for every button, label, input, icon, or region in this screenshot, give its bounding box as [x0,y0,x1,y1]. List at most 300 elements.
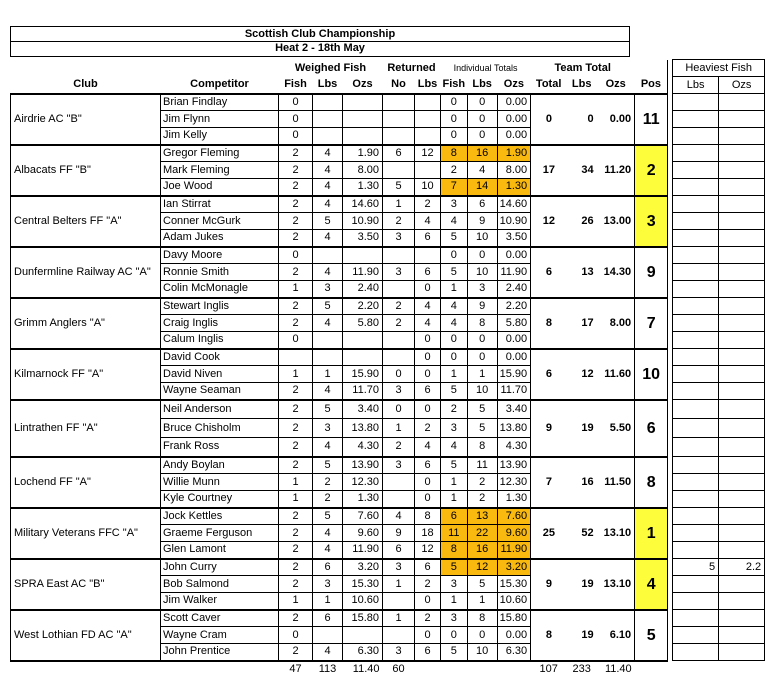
cell-fish: 2 [279,315,313,332]
cell-lbs [313,94,343,111]
cell-rlbs: 2 [415,610,441,627]
col-ind-fish: Fish [442,78,466,90]
heaviest-ozs [719,400,765,419]
competitor-name: Mark Fleming [161,162,279,179]
heaviest-lbs [673,419,719,438]
cell-rlbs: 6 [415,230,441,247]
cell-ozs [343,111,383,128]
col-team-ozs: Ozs [605,78,626,90]
cell-iozs: 1.90 [497,145,531,162]
heaviest-lbs [673,400,719,419]
competitor-name: Graeme Ferguson [161,525,279,542]
col-ind-ozs: Ozs [503,78,524,90]
cell-fish: 2 [279,179,313,196]
heaviest-ozs [719,298,765,315]
cell-ifish: 1 [441,474,468,491]
heaviest-fish-header: Heaviest Fish [673,60,765,77]
cell-no [383,247,415,264]
cell-no: 2 [383,315,415,332]
cell-iozs: 13.90 [497,457,531,474]
col-lbs: Lbs [317,78,338,90]
cell-no: 3 [383,264,415,281]
cell-ilbs: 2 [467,491,497,508]
team-lbs: 12 [567,349,597,400]
cell-ifish: 5 [441,383,468,400]
col-fish: Fish [284,78,307,90]
col-team-lbs: Lbs [571,78,592,90]
cell-ifish: 3 [441,196,468,213]
team-ozs: 6.10 [597,610,635,661]
cell-ozs: 11.90 [343,264,383,281]
table-row [11,349,765,366]
heaviest-lbs [673,438,719,457]
cell-no: 3 [383,230,415,247]
col-heaviest-ozs: Ozs [719,77,765,94]
team-lbs: 19 [567,400,597,457]
team-total: 8 [531,298,567,349]
team-lbs: 26 [567,196,597,247]
team-total: 6 [531,247,567,298]
cell-iozs: 2.40 [497,281,531,298]
team-ozs: 13.10 [597,559,635,610]
competitor-name: Frank Ross [161,438,279,457]
cell-ozs: 4.30 [343,438,383,457]
competitor-name: Davy Moore [161,247,279,264]
heaviest-ozs [719,247,765,264]
heaviest-lbs [673,111,719,128]
heaviest-lbs [673,610,719,627]
cell-rlbs: 0 [415,593,441,610]
cell-iozs: 0.00 [497,247,531,264]
cell-ifish: 3 [441,610,468,627]
competitor-name: Colin McMonagle [161,281,279,298]
cell-ozs: 1.30 [343,179,383,196]
table-row [11,610,765,627]
heaviest-ozs [719,491,765,508]
cell-ifish: 4 [441,315,468,332]
heaviest-ozs [719,610,765,627]
cell-ilbs: 2 [467,474,497,491]
cell-ifish: 4 [441,213,468,230]
cell-no: 3 [383,383,415,400]
cell-ilbs: 0 [467,128,497,145]
heaviest-lbs [673,264,719,281]
cell-ilbs: 22 [467,525,497,542]
cell-iozs: 14.60 [497,196,531,213]
heaviest-ozs [719,508,765,525]
cell-no [383,162,415,179]
cell-ifish: 8 [441,145,468,162]
header-row-groups [11,60,765,77]
club-name: Airdrie AC "B" [11,94,161,145]
cell-no [383,281,415,298]
cell-ifish: 1 [441,281,468,298]
cell-ozs [343,247,383,264]
competitor-name: Brian Findlay [161,94,279,111]
total-no: 60 [383,661,415,678]
competitor-name: Ian Stirrat [161,196,279,213]
team-ozs: 11.50 [597,457,635,508]
heaviest-lbs [673,366,719,383]
cell-ifish: 0 [441,128,468,145]
competitor-name: Jim Kelly [161,128,279,145]
cell-lbs [313,128,343,145]
cell-fish: 1 [279,491,313,508]
position: 8 [635,457,668,508]
cell-iozs: 15.30 [497,576,531,593]
team-total: 8 [531,610,567,661]
total-fish: 47 [279,661,313,678]
cell-ilbs: 1 [467,366,497,383]
position: 9 [635,247,668,298]
cell-ilbs: 10 [467,644,497,661]
cell-ifish: 4 [441,438,468,457]
team-total: 17 [531,145,567,196]
cell-iozs: 15.90 [497,366,531,383]
club-name: Central Belters FF "A" [11,196,161,247]
cell-lbs: 4 [313,196,343,213]
cell-ozs [343,627,383,644]
cell-ilbs: 5 [467,576,497,593]
cell-iozs: 10.90 [497,213,531,230]
cell-rlbs [415,128,441,145]
cell-ozs: 15.90 [343,366,383,383]
results-body [11,94,765,678]
cell-fish: 2 [279,383,313,400]
heaviest-ozs [719,457,765,474]
cell-ilbs: 12 [467,559,497,576]
competitor-name: John Curry [161,559,279,576]
cell-fish: 2 [279,145,313,162]
heaviest-ozs [719,128,765,145]
team-lbs: 17 [567,298,597,349]
position: 6 [635,400,668,457]
cell-lbs: 1 [313,593,343,610]
position: 2 [635,145,668,196]
competitor-name: Bob Salmond [161,576,279,593]
cell-lbs: 4 [313,162,343,179]
cell-iozs: 10.60 [497,593,531,610]
team-lbs: 16 [567,457,597,508]
cell-fish: 2 [279,559,313,576]
heaviest-lbs [673,128,719,145]
team-ozs: 14.30 [597,247,635,298]
competitor-name: David Cook [161,349,279,366]
cell-iozs: 1.30 [497,491,531,508]
cell-ifish: 4 [441,298,468,315]
heaviest-ozs [719,111,765,128]
cell-no: 6 [383,145,415,162]
heaviest-lbs [673,383,719,400]
cell-fish: 2 [279,298,313,315]
cell-iozs: 0.00 [497,128,531,145]
competitor-name: Jock Kettles [161,508,279,525]
cell-iozs: 1.30 [497,179,531,196]
cell-fish: 2 [279,610,313,627]
cell-fish: 1 [279,366,313,383]
col-ozs: Ozs [352,78,373,90]
cell-ilbs: 8 [467,315,497,332]
cell-ifish: 5 [441,264,468,281]
cell-ozs: 9.60 [343,525,383,542]
cell-lbs: 4 [313,438,343,457]
cell-ozs: 11.90 [343,542,383,559]
cell-rlbs: 10 [415,179,441,196]
cell-ilbs: 0 [467,247,497,264]
cell-ozs [343,332,383,349]
total-team-lbs: 233 [567,661,597,678]
cell-no: 4 [383,508,415,525]
heaviest-lbs [673,627,719,644]
cell-lbs: 4 [313,644,343,661]
cell-ifish: 0 [441,94,468,111]
heaviest-ozs [719,315,765,332]
cell-rlbs [415,94,441,111]
cell-iozs: 0.00 [497,349,531,366]
position: 4 [635,559,668,610]
heaviest-lbs [673,145,719,162]
cell-ilbs: 10 [467,230,497,247]
cell-no: 1 [383,576,415,593]
totals-row [11,661,765,678]
cell-fish: 0 [279,94,313,111]
cell-lbs [313,111,343,128]
cell-iozs: 3.20 [497,559,531,576]
heaviest-ozs [719,332,765,349]
cell-lbs: 4 [313,315,343,332]
club-name: Lochend FF "A" [11,457,161,508]
cell-ozs: 3.50 [343,230,383,247]
cell-rlbs: 0 [415,627,441,644]
cell-ozs: 1.30 [343,491,383,508]
cell-iozs: 9.60 [497,525,531,542]
results-table [10,59,765,678]
heaviest-lbs [673,162,719,179]
club-name: Military Veterans FFC "A" [11,508,161,559]
cell-rlbs: 4 [415,213,441,230]
cell-ilbs: 1 [467,593,497,610]
cell-rlbs: 0 [415,491,441,508]
cell-no: 1 [383,419,415,438]
cell-fish: 2 [279,264,313,281]
heaviest-ozs [719,196,765,213]
club-name: Kilmarnock FF "A" [11,349,161,400]
cell-fish: 1 [279,593,313,610]
cell-fish: 2 [279,644,313,661]
table-row [11,145,765,162]
cell-rlbs: 8 [415,508,441,525]
cell-no: 3 [383,457,415,474]
cell-ilbs: 0 [467,332,497,349]
position: 11 [635,94,668,145]
team-ozs: 8.00 [597,298,635,349]
club-name: Dunfermline Railway AC "A" [11,247,161,298]
cell-no: 3 [383,644,415,661]
heaviest-lbs: 5 [673,559,719,576]
heaviest-lbs [673,491,719,508]
cell-ifish: 5 [441,644,468,661]
cell-iozs: 3.50 [497,230,531,247]
weighed-fish-header: Weighed Fish [294,61,367,74]
total-team-ozs: 11.40 [597,661,635,678]
cell-ozs: 7.60 [343,508,383,525]
cell-ilbs: 6 [467,196,497,213]
competitor-name: Craig Inglis [161,315,279,332]
cell-ilbs: 16 [467,542,497,559]
cell-no [383,491,415,508]
cell-no [383,111,415,128]
cell-iozs: 12.30 [497,474,531,491]
cell-ifish: 3 [441,576,468,593]
competitor-name: Scott Caver [161,610,279,627]
cell-ozs: 14.60 [343,196,383,213]
heaviest-lbs [673,525,719,542]
cell-ifish: 5 [441,230,468,247]
cell-ozs: 11.70 [343,383,383,400]
cell-rlbs [415,247,441,264]
cell-fish: 2 [279,542,313,559]
cell-iozs: 0.00 [497,627,531,644]
heaviest-lbs [673,247,719,264]
team-total: 6 [531,349,567,400]
cell-lbs [313,332,343,349]
competitor-name: Willie Munn [161,474,279,491]
cell-ilbs: 13 [467,508,497,525]
heaviest-lbs [673,213,719,230]
competitor-name: Bruce Chisholm [161,419,279,438]
team-ozs: 13.00 [597,196,635,247]
cell-ilbs: 11 [467,457,497,474]
heaviest-lbs [673,281,719,298]
cell-ilbs: 0 [467,111,497,128]
cell-ilbs: 14 [467,179,497,196]
cell-fish: 2 [279,213,313,230]
cell-ozs: 2.40 [343,281,383,298]
cell-no [383,627,415,644]
competitor-name: Ronnie Smith [161,264,279,281]
cell-rlbs: 4 [415,438,441,457]
team-lbs: 0 [567,94,597,145]
heaviest-ozs [719,525,765,542]
cell-no [383,94,415,111]
cell-iozs: 4.30 [497,438,531,457]
cell-ilbs: 16 [467,145,497,162]
cell-fish: 1 [279,474,313,491]
cell-lbs: 3 [313,576,343,593]
competitor-name: Adam Jukes [161,230,279,247]
team-ozs: 0.00 [597,94,635,145]
cell-ilbs: 8 [467,438,497,457]
cell-no: 2 [383,438,415,457]
cell-lbs: 5 [313,508,343,525]
team-lbs: 13 [567,247,597,298]
cell-ilbs: 9 [467,213,497,230]
cell-no [383,349,415,366]
team-lbs: 34 [567,145,597,196]
heaviest-ozs [719,179,765,196]
club-name: Lintrathen FF "A" [11,400,161,457]
cell-lbs: 3 [313,281,343,298]
cell-lbs: 4 [313,383,343,400]
cell-fish: 0 [279,627,313,644]
cell-ozs: 13.90 [343,457,383,474]
cell-iozs: 8.00 [497,162,531,179]
table-row [11,94,765,111]
position: 5 [635,610,668,661]
heaviest-lbs [673,542,719,559]
cell-no: 1 [383,196,415,213]
heaviest-lbs [673,576,719,593]
cell-ozs: 13.80 [343,419,383,438]
cell-ifish: 2 [441,162,468,179]
cell-lbs: 4 [313,264,343,281]
cell-fish: 0 [279,247,313,264]
team-lbs: 19 [567,610,597,661]
cell-no: 6 [383,542,415,559]
competitor-name: Jim Flynn [161,111,279,128]
cell-ozs: 5.80 [343,315,383,332]
cell-ifish: 0 [441,247,468,264]
cell-ilbs: 10 [467,383,497,400]
sheet-subtitle: Heat 2 - 18th May [10,41,630,57]
heaviest-ozs [719,162,765,179]
cell-ilbs: 0 [467,627,497,644]
heaviest-ozs [719,593,765,610]
cell-no: 1 [383,610,415,627]
cell-rlbs: 0 [415,474,441,491]
cell-fish: 2 [279,230,313,247]
cell-no: 2 [383,213,415,230]
cell-lbs [313,349,343,366]
cell-ifish: 0 [441,627,468,644]
col-competitor: Competitor [190,78,249,90]
cell-fish: 2 [279,525,313,542]
cell-no [383,593,415,610]
heaviest-lbs [673,349,719,366]
heaviest-ozs [719,264,765,281]
competitor-name: Neil Anderson [161,400,279,419]
cell-rlbs: 4 [415,315,441,332]
cell-fish: 2 [279,576,313,593]
heaviest-ozs [719,94,765,111]
cell-no: 0 [383,366,415,383]
cell-rlbs: 18 [415,525,441,542]
col-ind-lbs: Lbs [472,78,492,90]
cell-ilbs: 10 [467,264,497,281]
col-returned-lbs: Lbs [417,78,438,90]
col-pos: Pos [635,77,668,94]
cell-rlbs: 0 [415,332,441,349]
heaviest-lbs [673,508,719,525]
club-name: Grimm Anglers "A" [11,298,161,349]
cell-lbs: 5 [313,400,343,419]
cell-ozs: 1.90 [343,145,383,162]
cell-ozs [343,128,383,145]
heaviest-lbs [673,644,719,661]
cell-fish: 2 [279,457,313,474]
cell-lbs [313,627,343,644]
heaviest-lbs [673,315,719,332]
returned-header: Returned [387,61,436,74]
heaviest-ozs [719,438,765,457]
cell-no [383,332,415,349]
cell-lbs [313,247,343,264]
cell-fish: 2 [279,400,313,419]
cell-ifish: 11 [441,525,468,542]
cell-ifish: 2 [441,400,468,419]
team-ozs: 13.10 [597,508,635,559]
cell-rlbs: 12 [415,145,441,162]
